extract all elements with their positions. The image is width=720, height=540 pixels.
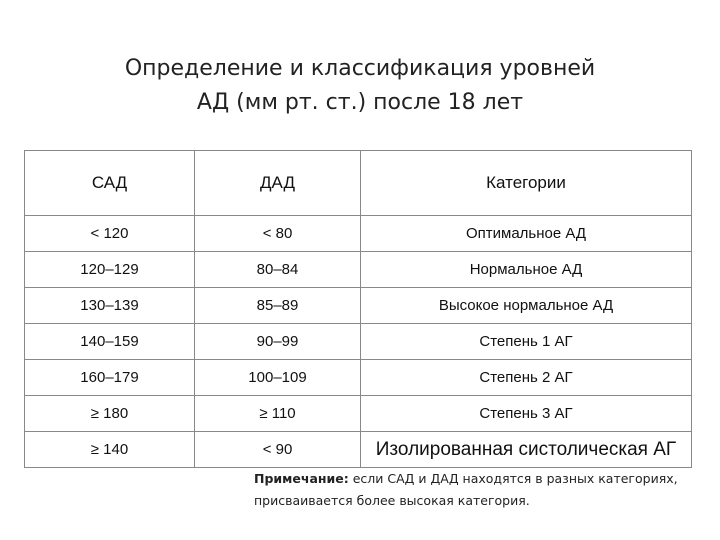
table-row <box>25 360 692 396</box>
table-row <box>25 252 692 288</box>
cell-sad: < 120 <box>25 216 195 252</box>
cell-sad: ≥ 180 <box>25 396 195 432</box>
cell-category: Нормальное АД <box>361 252 692 288</box>
page-title <box>0 52 720 120</box>
footnote-text-1: если САД и ДАД находятся в разных категориях, <box>348 471 678 486</box>
footnote-line-2: присваивается более высокая категория. <box>254 493 530 508</box>
table-row <box>25 396 692 432</box>
cell-dad: < 80 <box>195 216 361 252</box>
cell-sad: 160–179 <box>25 360 195 396</box>
cell-sad: ≥ 140 <box>25 432 195 468</box>
cell-sad: 140–159 <box>25 324 195 360</box>
table-header-row <box>25 151 692 216</box>
cell-dad: 80–84 <box>195 252 361 288</box>
footnote <box>254 468 704 512</box>
header-dad: ДАД <box>195 151 361 216</box>
cell-category: Изолированная систолическая АГ <box>361 432 692 468</box>
cell-dad: ≥ 110 <box>195 396 361 432</box>
title-line-1: Определение и классификация уровней <box>124 56 596 81</box>
cell-sad: 120–129 <box>25 252 195 288</box>
cell-dad: 85–89 <box>195 288 361 324</box>
cell-category: Оптимальное АД <box>361 216 692 252</box>
header-category: Категории <box>361 151 692 216</box>
cell-category: Высокое нормальное АД <box>361 288 692 324</box>
table-row <box>25 216 692 252</box>
cell-dad: 90–99 <box>195 324 361 360</box>
cell-category: Степень 2 АГ <box>361 360 692 396</box>
cell-category: Степень 1 АГ <box>361 324 692 360</box>
table-row <box>25 432 692 468</box>
title-line-2: АД (мм рт. ст.) после 18 лет <box>196 90 524 115</box>
table-row <box>25 288 692 324</box>
footnote-line-1 <box>254 468 704 490</box>
cell-category: Степень 3 АГ <box>361 396 692 432</box>
cell-dad: 100–109 <box>195 360 361 396</box>
bp-classification-table <box>24 150 692 468</box>
table-row <box>25 324 692 360</box>
cell-sad: 130–139 <box>25 288 195 324</box>
header-sad: САД <box>25 151 195 216</box>
cell-dad: < 90 <box>195 432 361 468</box>
footnote-label: Примечание: <box>254 471 349 486</box>
